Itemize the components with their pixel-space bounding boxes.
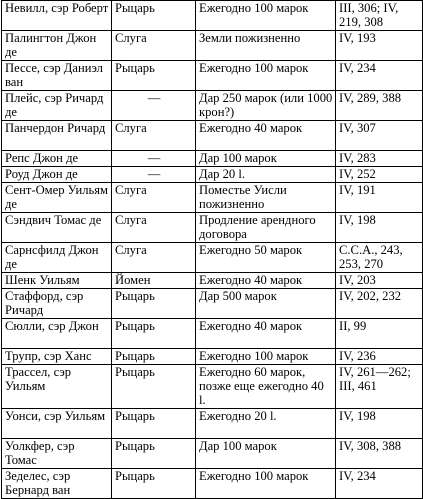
grant-cell: Ежегодно 40 марок bbox=[196, 121, 336, 151]
reference-cell: IV, 289, 388 bbox=[336, 91, 423, 121]
table-row bbox=[2, 243, 423, 273]
reference-cell: IV, 193 bbox=[336, 31, 423, 61]
status-cell: Рыцарь bbox=[112, 349, 196, 365]
person-name-cell: Уонси, сэр Уильям bbox=[2, 409, 112, 439]
status-cell: Рыцарь bbox=[112, 439, 196, 469]
reference-cell: IV, 261—262; III, 461 bbox=[336, 365, 423, 409]
status-cell: — bbox=[112, 167, 196, 183]
table-row bbox=[2, 61, 423, 91]
grant-cell: Ежегодно 100 марок bbox=[196, 349, 336, 365]
grant-cell: Ежегодно 100 марок bbox=[196, 1, 336, 31]
reference-cell: IV, 307 bbox=[336, 121, 423, 151]
person-name-cell: Панчердон Ричард bbox=[2, 121, 112, 151]
table-row bbox=[2, 183, 423, 213]
reference-cell: IV, 203 bbox=[336, 273, 423, 289]
reference-cell: IV, 202, 232 bbox=[336, 289, 423, 319]
reference-cell: IV, 234 bbox=[336, 469, 423, 499]
person-name-cell: Сент-Омер Уильям де bbox=[2, 183, 112, 213]
table-row bbox=[2, 31, 423, 61]
person-name-cell: Роуд Джон де bbox=[2, 167, 112, 183]
status-cell: Йомен bbox=[112, 273, 196, 289]
person-name-cell: Шенк Уильям bbox=[2, 273, 112, 289]
grant-cell: Ежегодно 60 марок, позже еще ежегодно 40 l. bbox=[196, 365, 336, 409]
table-row bbox=[2, 151, 423, 167]
status-cell: Рыцарь bbox=[112, 469, 196, 499]
grant-cell: Ежегодно 50 марок bbox=[196, 243, 336, 273]
status-cell: — bbox=[112, 91, 196, 121]
person-name-cell: Плейс, сэр Ричард де bbox=[2, 91, 112, 121]
status-cell: Слуга bbox=[112, 183, 196, 213]
reference-cell: IV, 198 bbox=[336, 213, 423, 243]
person-name-cell: Сэндвич Томас де bbox=[2, 213, 112, 243]
grant-cell: Продление арендного договора bbox=[196, 213, 336, 243]
table-row bbox=[2, 121, 423, 151]
grant-cell: Ежегодно 100 марок bbox=[196, 61, 336, 91]
person-name-cell: Сарнсфилд Джон де bbox=[2, 243, 112, 273]
person-name-cell: Невилл, сэр Роберт bbox=[2, 1, 112, 31]
grant-cell: Дар 500 марок bbox=[196, 289, 336, 319]
grant-cell: Ежегодно 20 l. bbox=[196, 409, 336, 439]
person-name-cell: Стаффорд, сэр Ричард bbox=[2, 289, 112, 319]
table-row bbox=[2, 91, 423, 121]
reference-cell: III, 306; IV, 219, 308 bbox=[336, 1, 423, 31]
table-row bbox=[2, 469, 423, 499]
status-cell: Рыцарь bbox=[112, 1, 196, 31]
reference-cell: IV, 234 bbox=[336, 61, 423, 91]
reference-cell: IV, 191 bbox=[336, 183, 423, 213]
grant-cell: Земли пожизненно bbox=[196, 31, 336, 61]
person-name-cell: Уолкфер, сэр Томас bbox=[2, 439, 112, 469]
status-cell: Слуга bbox=[112, 243, 196, 273]
table-row bbox=[2, 273, 423, 289]
status-cell: — bbox=[112, 151, 196, 167]
reference-cell: IV, 236 bbox=[336, 349, 423, 365]
status-cell: Слуга bbox=[112, 31, 196, 61]
person-name-cell: Палингтон Джон де bbox=[2, 31, 112, 61]
person-name-cell: Репс Джон де bbox=[2, 151, 112, 167]
status-cell: Рыцарь bbox=[112, 289, 196, 319]
status-cell: Слуга bbox=[112, 213, 196, 243]
status-cell: Слуга bbox=[112, 121, 196, 151]
status-cell: Рыцарь bbox=[112, 61, 196, 91]
grant-cell: Дар 100 марок bbox=[196, 439, 336, 469]
person-name-cell: Трупр, сэр Ханс bbox=[2, 349, 112, 365]
reference-cell: IV, 308, 388 bbox=[336, 439, 423, 469]
table-row bbox=[2, 167, 423, 183]
table-row bbox=[2, 289, 423, 319]
table-row bbox=[2, 439, 423, 469]
grant-cell: Поместье Уисли пожизненно bbox=[196, 183, 336, 213]
table-row bbox=[2, 1, 423, 31]
table-row bbox=[2, 213, 423, 243]
reference-cell: IV, 198 bbox=[336, 409, 423, 439]
grants-table-body bbox=[2, 1, 423, 499]
grants-table bbox=[1, 0, 423, 499]
reference-cell: IV, 252 bbox=[336, 167, 423, 183]
table-row bbox=[2, 349, 423, 365]
person-name-cell: Пессе, сэр Даниэл ван bbox=[2, 61, 112, 91]
reference-cell: C.C.A., 243, 253, 270 bbox=[336, 243, 423, 273]
grant-cell: Ежегодно 40 марок bbox=[196, 319, 336, 349]
status-cell: Рыцарь bbox=[112, 365, 196, 409]
person-name-cell: Сюлли, сэр Джон bbox=[2, 319, 112, 349]
table-row bbox=[2, 319, 423, 349]
status-cell: Рыцарь bbox=[112, 409, 196, 439]
status-cell: Рыцарь bbox=[112, 319, 196, 349]
grant-cell: Дар 250 марок (или 1000 крон?) bbox=[196, 91, 336, 121]
reference-cell: IV, 283 bbox=[336, 151, 423, 167]
grant-cell: Ежегодно 40 марок bbox=[196, 273, 336, 289]
table-row bbox=[2, 365, 423, 409]
grant-cell: Дар 20 l. bbox=[196, 167, 336, 183]
grant-cell: Ежегодно 100 марок bbox=[196, 469, 336, 499]
grant-cell: Дар 100 марок bbox=[196, 151, 336, 167]
reference-cell: II, 99 bbox=[336, 319, 423, 349]
table-row bbox=[2, 409, 423, 439]
person-name-cell: Трассел, сэр Уильям bbox=[2, 365, 112, 409]
person-name-cell: Зеделес, сэр Бернард ван bbox=[2, 469, 112, 499]
